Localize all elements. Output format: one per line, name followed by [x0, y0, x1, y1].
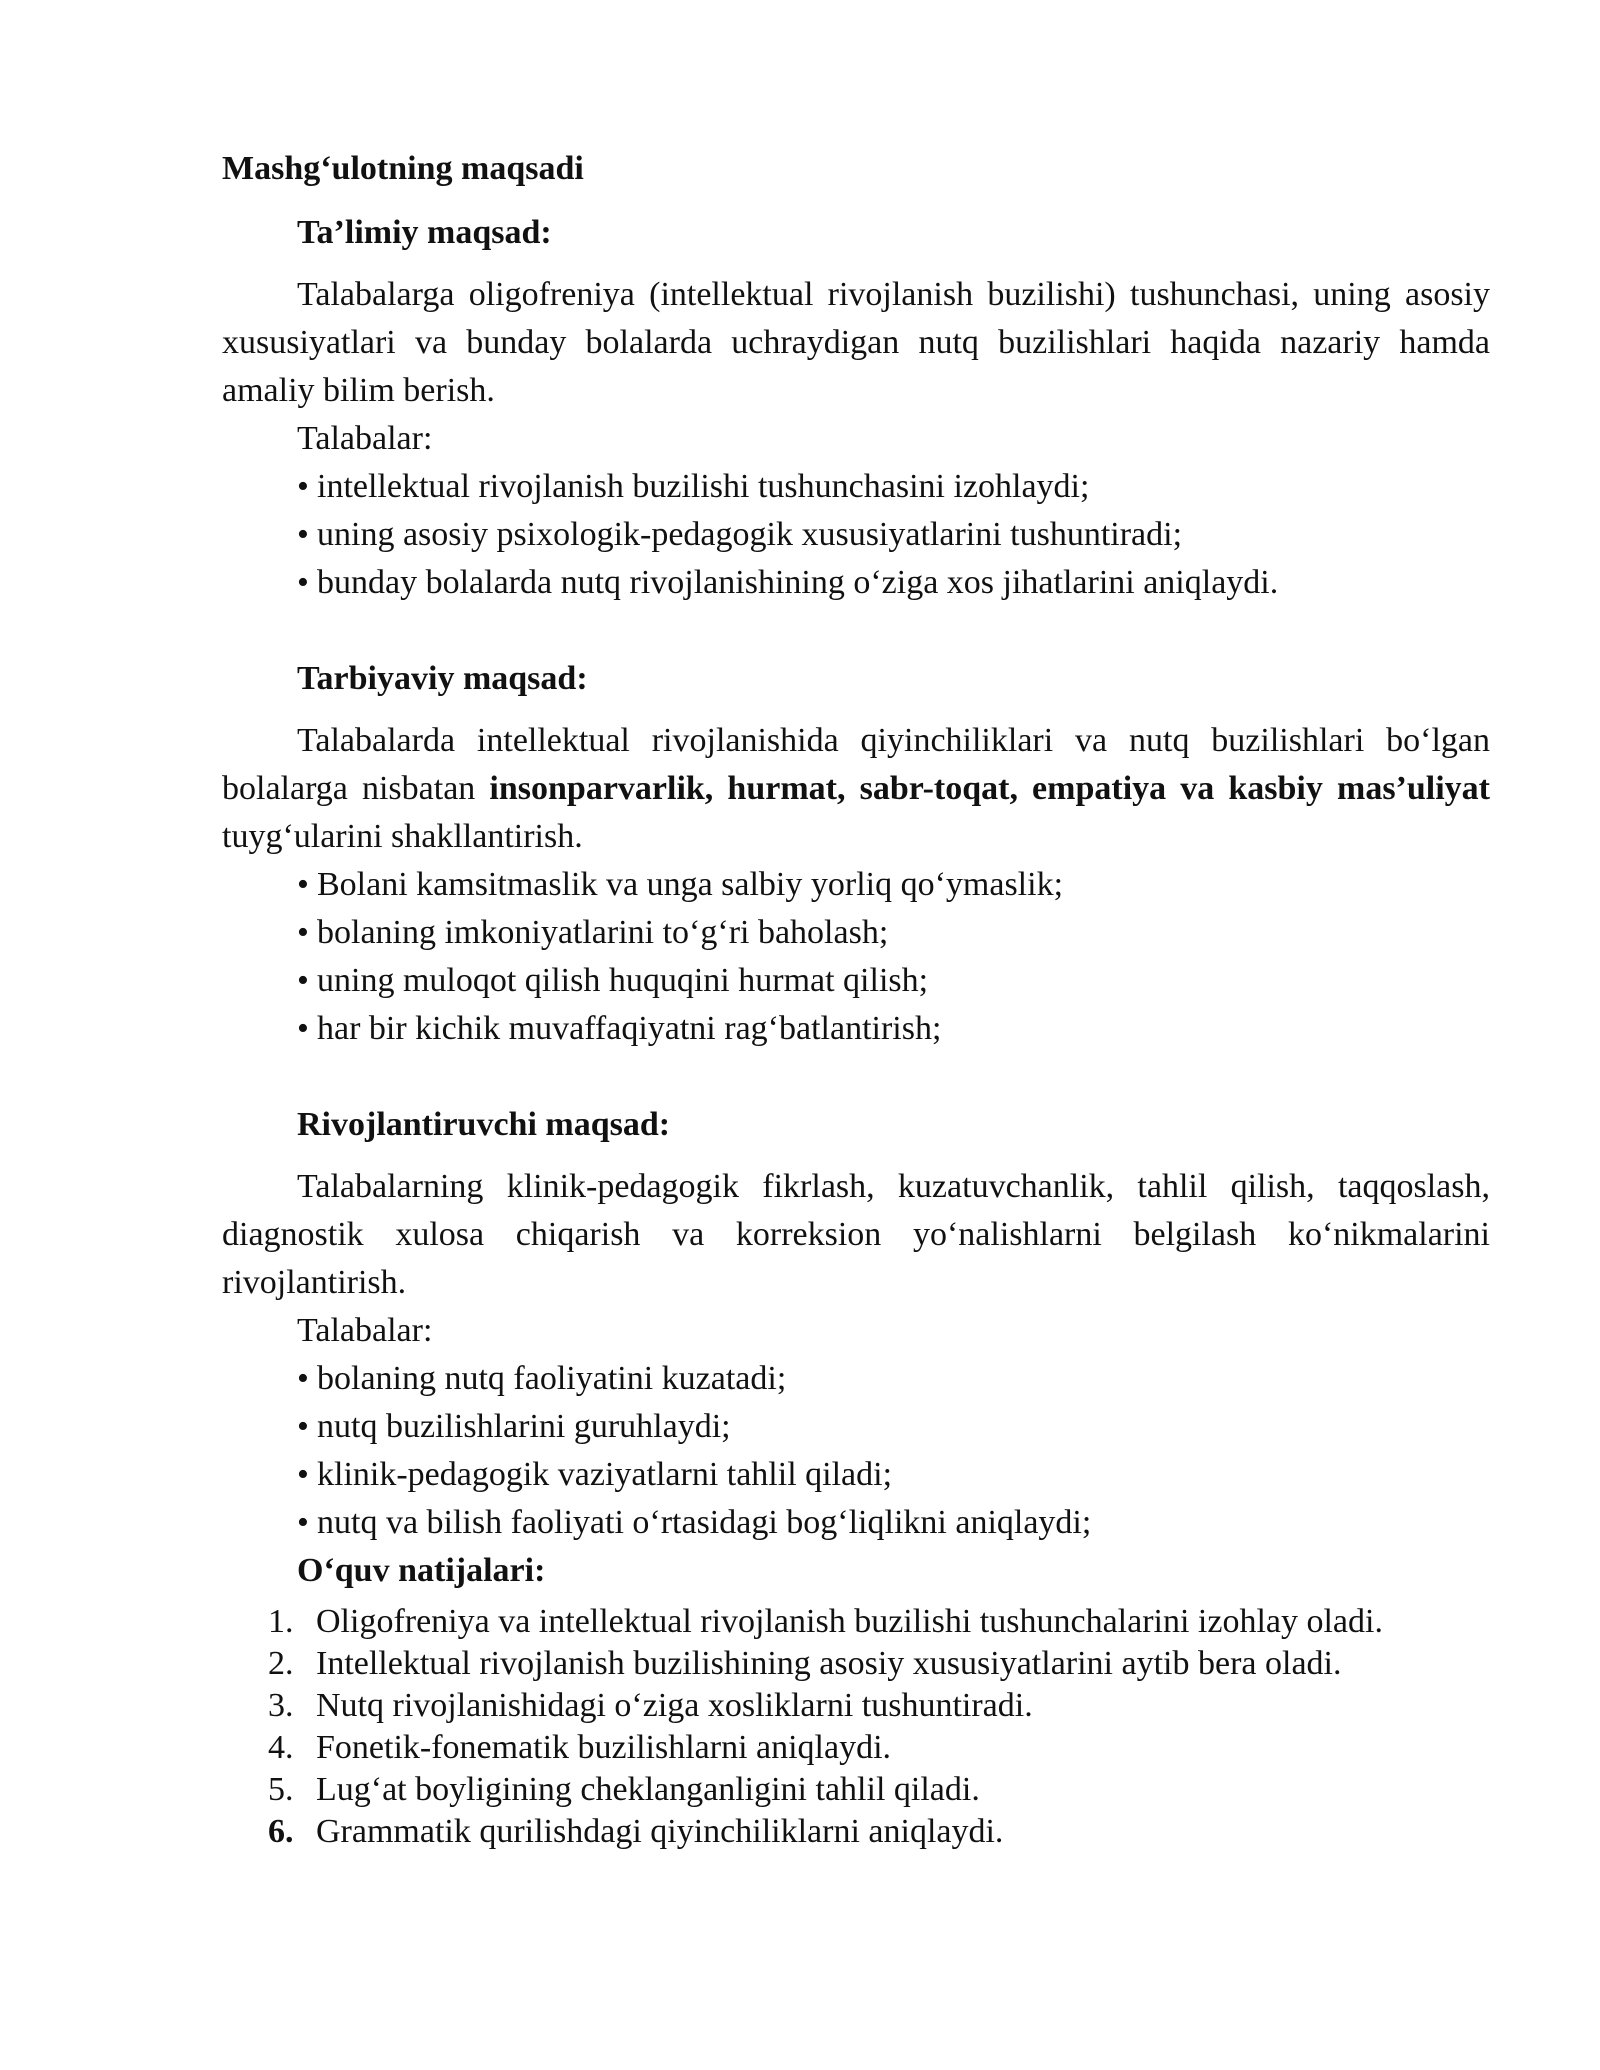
list-item-text: Nutq rivojlanishidagi o‘ziga xosliklarni tushuntiradi.	[316, 1687, 1033, 1724]
document-title: Mashg‘ulotning maqsadi	[222, 150, 584, 187]
natijalar-numbered-list	[222, 1601, 1490, 1853]
talimiy-bullet-list	[222, 463, 1490, 607]
list-item	[297, 1005, 1490, 1053]
bullet-icon: •	[297, 468, 309, 505]
list-item-text: nutq va bilish faoliyati o‘rtasidagi bog‘liqlikni aniqlaydi;	[317, 1504, 1092, 1541]
talimiy-paragraph: Talabalarga oligofreniya (intellektual rivojlanish buzilishi) tushunchasi, uning asosiy xususiyatlari va bunday bolalarda uchraydigan nutq buzilishlari haqida nazariy hamda amaliy bilim berish.	[222, 276, 1490, 409]
list-item-text: Fonetik-fonematik buzilishlarni aniqlaydi.	[316, 1729, 892, 1766]
list-item	[297, 1355, 1490, 1403]
list-item	[222, 1727, 1490, 1769]
bullet-icon: •	[297, 564, 309, 601]
talimiy-heading: Ta’limiy maqsad:	[297, 214, 552, 251]
list-item	[297, 1403, 1490, 1451]
list-item	[297, 511, 1490, 559]
list-item	[222, 1643, 1490, 1685]
bullet-icon: •	[297, 866, 309, 903]
list-item-number: 1.	[268, 1603, 294, 1640]
talimiy-section	[222, 209, 1490, 607]
bullet-icon: •	[297, 1360, 309, 1397]
bullet-icon: •	[297, 914, 309, 951]
bullet-icon: •	[297, 1456, 309, 1493]
list-item-number: 3.	[268, 1687, 294, 1724]
list-item-text: Grammatik qurilishdagi qiyinchiliklarni aniqlaydi.	[316, 1813, 1004, 1850]
list-item-text: Oligofreniya va intellektual rivojlanish buzilishi tushunchalarini izohlay oladi.	[316, 1603, 1383, 1640]
list-item	[297, 909, 1490, 957]
list-item	[222, 1601, 1490, 1643]
tarbiyaviy-paragraph-bold: insonparvarlik, hurmat, sabr-toqat, empatiya va kasbiy mas’uliyat	[489, 770, 1490, 807]
tarbiyaviy-paragraph-end: tuyg‘ularini shakllantirish.	[222, 818, 583, 855]
list-item-number: 5.	[268, 1771, 294, 1808]
natijalar-heading: O‘quv natijalari:	[297, 1552, 546, 1589]
list-item	[222, 1811, 1490, 1853]
list-item-text: nutq buzilishlarini guruhlaydi;	[317, 1408, 731, 1445]
list-item-number: 6.	[268, 1813, 294, 1850]
rivojlantiruvchi-paragraph: Talabalarning klinik-pedagogik fikrlash, kuzatuvchanlik, tahlil qilish, taqqoslash, diagnostik xulosa chiqarish va korreksion yo‘nalishlarni belgilash ko‘nikmalarini rivojlantirish.	[222, 1168, 1490, 1301]
list-item-number: 4.	[268, 1729, 294, 1766]
list-item-number: 2.	[268, 1645, 294, 1682]
bullet-icon: •	[297, 1408, 309, 1445]
list-item-text: uning muloqot qilish huquqini hurmat qilish;	[317, 962, 929, 999]
section-spacer	[222, 1053, 1490, 1101]
list-item-text: bunday bolalarda nutq rivojlanishining o‘ziga xos jihatlarini aniqlaydi.	[317, 564, 1279, 601]
tarbiyaviy-paragraph-start: Talabalarda intellektual rivojlanishida qiyinchiliklari va nutq buzilishlari bo‘lgan bolalarga nisbatan	[222, 722, 1490, 807]
tarbiyaviy-section	[222, 655, 1490, 1053]
list-item-text: bolaning imkoniyatlarini to‘g‘ri baholash;	[317, 914, 889, 951]
section-spacer	[222, 607, 1490, 655]
list-item	[297, 559, 1490, 607]
list-item-text: Intellektual rivojlanish buzilishining asosiy xususiyatlarini aytib bera oladi.	[316, 1645, 1342, 1682]
list-item	[297, 1499, 1490, 1547]
list-item	[297, 463, 1490, 511]
list-item-text: Lug‘at boyligining cheklanganligini tahlil qiladi.	[316, 1771, 980, 1808]
tarbiyaviy-heading: Tarbiyaviy maqsad:	[297, 660, 588, 697]
list-item	[297, 1451, 1490, 1499]
tarbiyaviy-bullet-list	[222, 861, 1490, 1053]
list-item-text: har bir kichik muvaffaqiyatni rag‘batlantirish;	[317, 1010, 942, 1047]
document-page	[222, 145, 1490, 1853]
list-item	[297, 957, 1490, 1005]
list-item	[297, 861, 1490, 909]
list-item	[222, 1769, 1490, 1811]
list-item-text: Bolani kamsitmaslik va unga salbiy yorliq qo‘ymaslik;	[317, 866, 1064, 903]
list-item-text: bolaning nutq faoliyatini kuzatadi;	[317, 1360, 787, 1397]
bullet-icon: •	[297, 516, 309, 553]
rivojlantiruvchi-label: Talabalar:	[297, 1312, 433, 1349]
natijalar-section	[222, 1547, 1490, 1853]
list-item-text: klinik-pedagogik vaziyatlarni tahlil qiladi;	[317, 1456, 893, 1493]
bullet-icon: •	[297, 1010, 309, 1047]
rivojlantiruvchi-bullet-list	[222, 1355, 1490, 1547]
bullet-icon: •	[297, 962, 309, 999]
bullet-icon: •	[297, 1504, 309, 1541]
list-item-text: uning asosiy psixologik-pedagogik xususiyatlarini tushuntiradi;	[317, 516, 1183, 553]
talimiy-label: Talabalar:	[297, 420, 433, 457]
rivojlantiruvchi-heading: Rivojlantiruvchi maqsad:	[297, 1106, 671, 1143]
list-item-text: intellektual rivojlanish buzilishi tushunchasini izohlaydi;	[317, 468, 1090, 505]
list-item	[222, 1685, 1490, 1727]
tarbiyaviy-paragraph	[222, 717, 1490, 861]
rivojlantiruvchi-section	[222, 1101, 1490, 1547]
